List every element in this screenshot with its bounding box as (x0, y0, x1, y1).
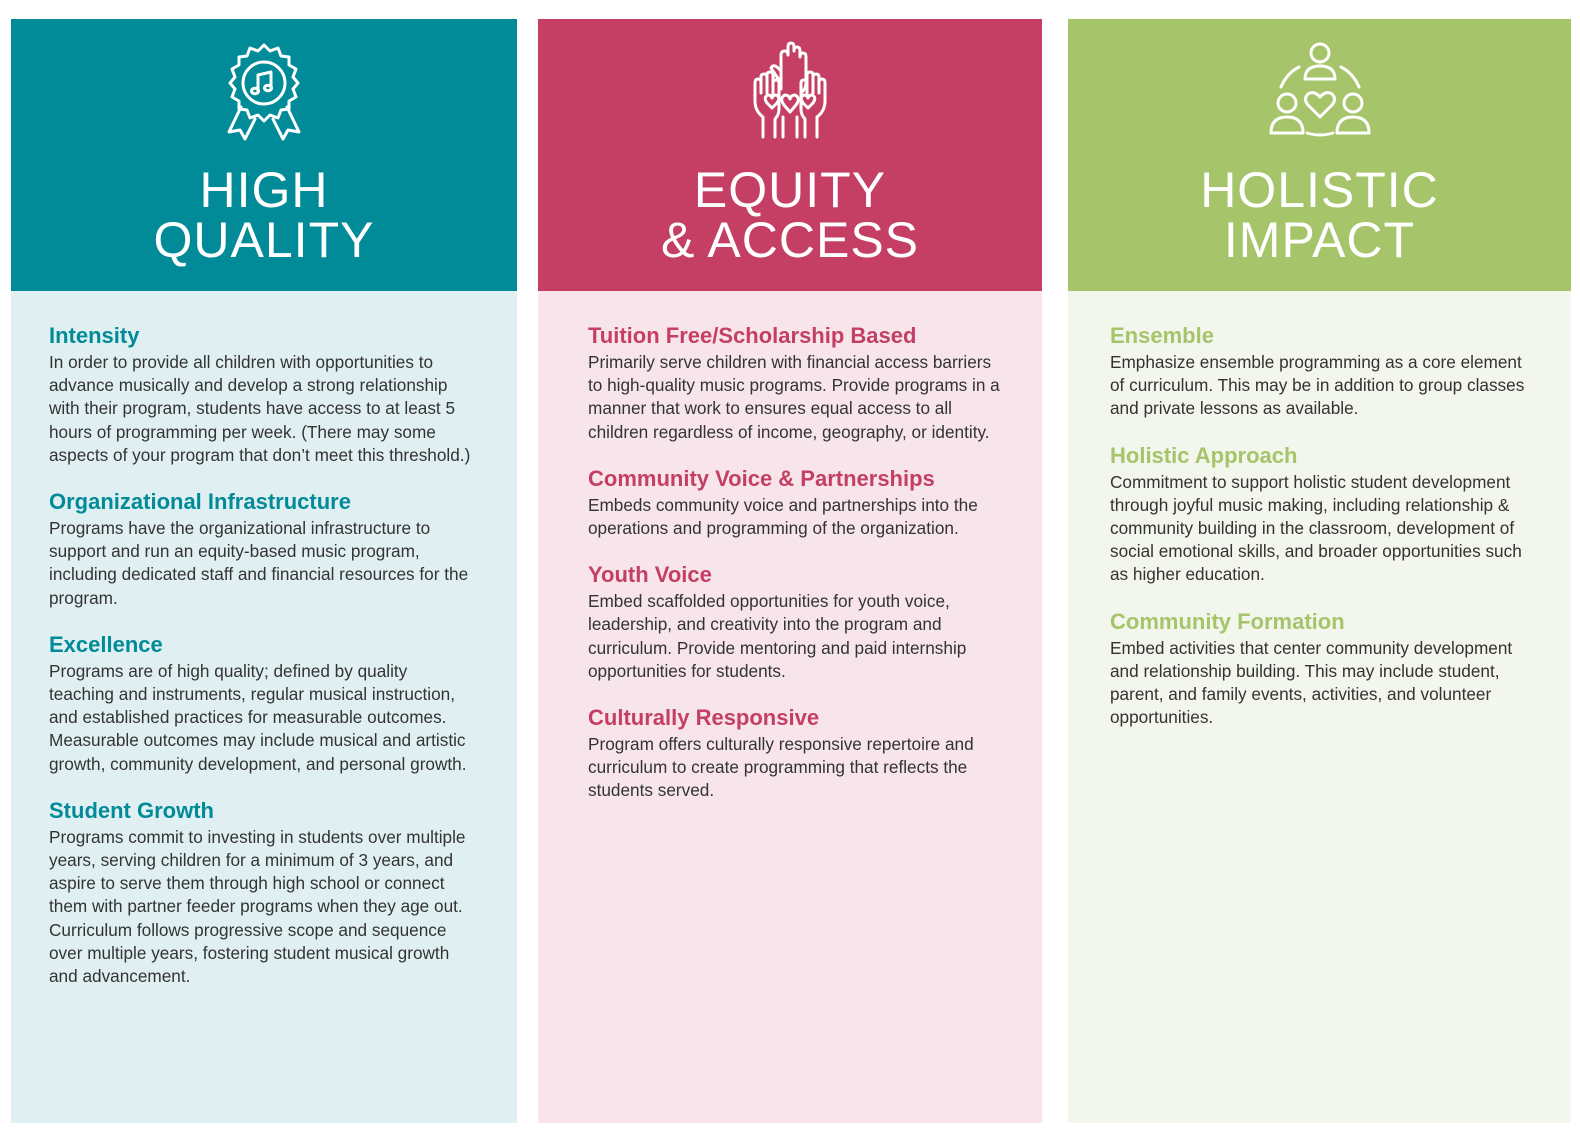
raised-hands-hearts-icon (735, 37, 845, 147)
title-line-1: EQUITY (693, 162, 887, 218)
column-title (538, 162, 1042, 268)
section-text: Programs have the organizational infrastructure to support and run an equity-based music program, including dedicated staff and financial resources for the program. (49, 518, 469, 608)
section-text: Emphasize ensemble programming as a core element of curriculum. This may be in addition to group classes and private lessons as available. (1110, 352, 1525, 419)
column-high-quality (11, 19, 517, 1123)
section-culturally-responsive (588, 705, 1002, 803)
section-text: Primarily serve children with financial access barriers to high-quality music programs. Provide programs in a manner that work to ensures equal access to all children regardless of income, geography, or identity. (588, 352, 1000, 442)
title-line-2: & ACCESS (660, 212, 920, 268)
title-line-1: HOLISTIC (1200, 162, 1439, 218)
column-header (538, 19, 1042, 291)
section-intensity (49, 323, 477, 467)
column-body (1068, 291, 1571, 1123)
section-heading: Organizational Infrastructure (49, 489, 351, 515)
section-student-growth (49, 798, 477, 988)
section-heading: Intensity (49, 323, 140, 348)
section-heading: Community Formation (1110, 608, 1345, 634)
community-people-heart-icon (1265, 37, 1375, 147)
section-holistic-approach (1110, 443, 1531, 587)
section-tuition-free (588, 323, 1002, 444)
title-line-2: IMPACT (1223, 212, 1416, 268)
title-line-1: HIGH (199, 162, 329, 218)
section-community-formation (1110, 609, 1531, 730)
section-heading: Student Growth (49, 797, 214, 823)
column-title (1068, 162, 1571, 268)
section-community-voice (588, 466, 1002, 540)
column-equity-access (538, 19, 1042, 1123)
column-header (11, 19, 517, 291)
title-line-2: QUALITY (153, 212, 375, 268)
section-excellence (49, 632, 477, 776)
column-body (11, 291, 517, 1123)
section-heading: Holistic Approach (1110, 442, 1298, 468)
column-holistic-impact (1068, 19, 1571, 1123)
section-text: Embed activities that center community development and relationship building. This may include student, parent, and family events, activities, and volunteer opportunities. (1110, 637, 1513, 728)
section-text: Commitment to support holistic student development through joyful music making, including relationship & community building in the classroom, development of social emotional skills, and broader opportunities such as higher education. (1110, 471, 1522, 585)
section-heading: Tuition Free/Scholarship Based (588, 323, 917, 348)
section-ensemble (1110, 323, 1531, 421)
section-heading: Excellence (49, 631, 163, 657)
section-heading: Ensemble (1110, 323, 1214, 348)
section-text: Embed scaffolded opportunities for youth voice, leadership, and creativity into the program and curriculum. Provide mentoring and paid internship opportunities for students. (588, 591, 967, 681)
section-heading: Community Voice & Partnerships (588, 465, 935, 491)
section-text: Program offers culturally responsive repertoire and curriculum to create programming that reflects the students served. (588, 734, 974, 801)
section-text: Programs are of high quality; defined by quality teaching and instruments, regular musical instruction, and established practices for measurable outcomes. Measurable outcomes may include musical and artistic growth, community development, and personal growth. (49, 660, 467, 774)
column-header (1068, 19, 1571, 291)
section-heading: Youth Voice (588, 562, 712, 588)
section-organizational-infrastructure (49, 489, 477, 610)
section-youth-voice (588, 562, 1002, 683)
section-text: In order to provide all children with opportunities to advance musically and develop a strong relationship with their program, students have access to at least 5 hours of programming per week. (There may some aspects of your program that don’t meet this threshold.) (49, 352, 471, 465)
column-body (538, 291, 1042, 1123)
column-title (11, 162, 517, 268)
section-text: Programs commit to investing in students over multiple years, serving children for a minimum of 3 years, and aspire to serve them through high school or connect them with partner feeder programs when they age out. Curriculum follows progressive scope and sequence over multiple years, fostering student musical growth and advancement. (49, 826, 466, 987)
section-heading: Culturally Responsive (588, 705, 820, 731)
section-text: Embeds community voice and partnerships into the operations and programming of the organization. (588, 494, 978, 539)
music-award-ribbon-icon (209, 37, 319, 147)
